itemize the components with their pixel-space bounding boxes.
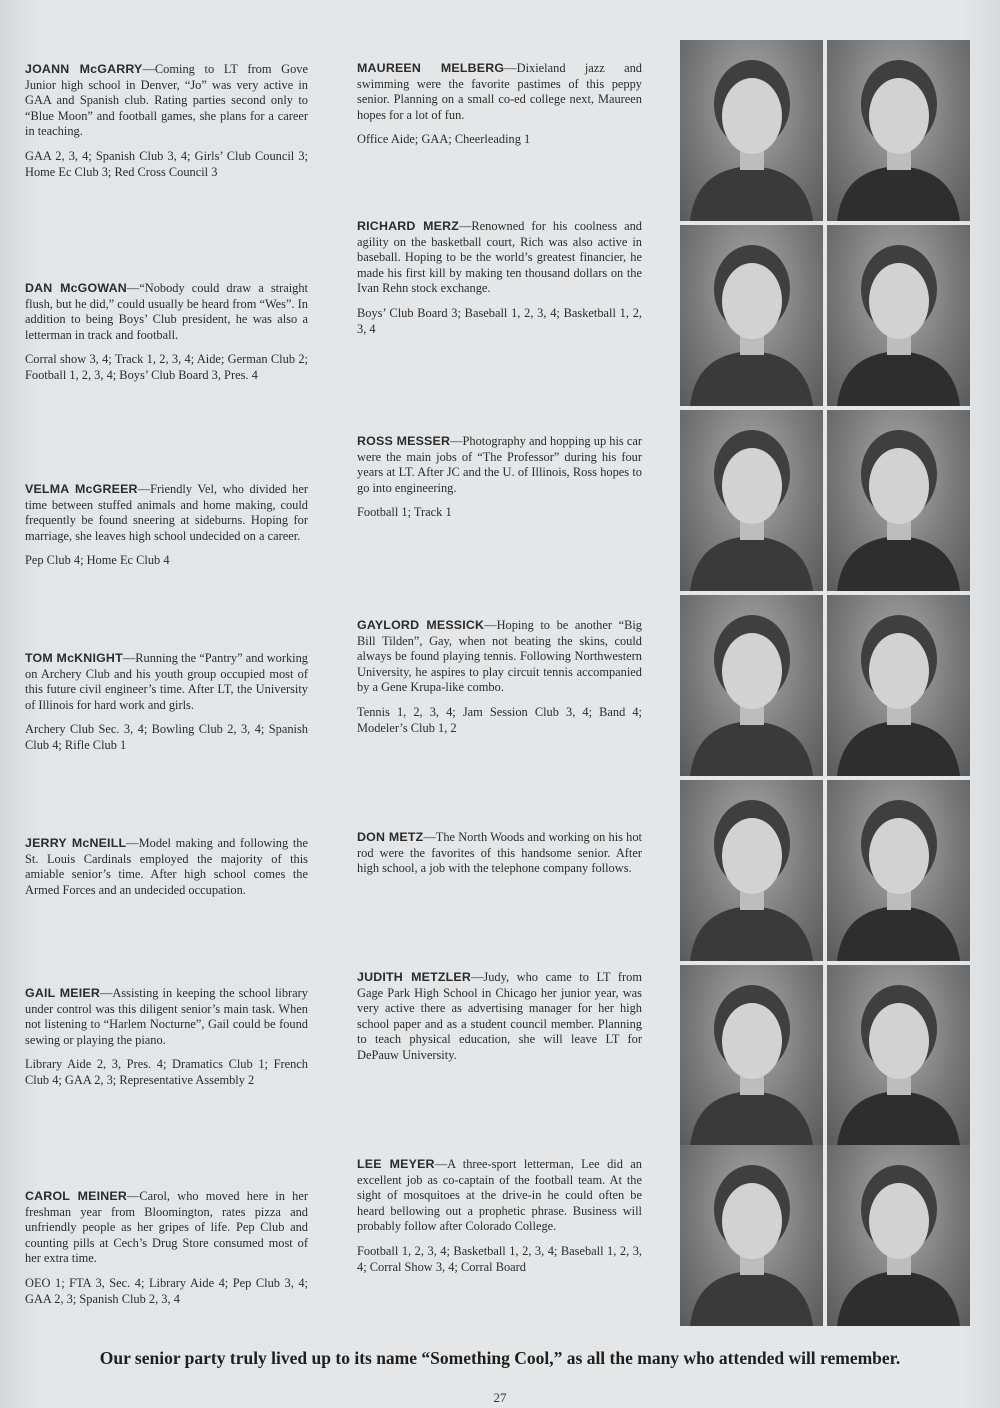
senior-entry [357,1157,642,1275]
portrait-photo [680,225,823,406]
shoulders-shape [837,536,960,591]
student-activities: Tennis 1, 2, 3, 4; Jam Session Club 3, 4; Band 4; Modeler’s Club 1, 2 [357,704,642,735]
portrait-photo [827,40,970,221]
portrait-photo [680,595,823,776]
face-shape [722,1183,782,1259]
face-shape [722,633,782,709]
student-bio: —Hoping to be another “Big Bill Tilden”, Gay, when not beating the skins, could always be found playing tennis. Following Northwestern University, he aspires to play circuit tennis accompanied by a Gene Krupa-like combo. [357,618,642,695]
senior-entry [357,219,642,337]
student-bio: —Model making and following the St. Louis Cardinals employed the majority of this amiable senior’s time. After high school comes the Armed Forces and an undecided occupation. [25,836,308,897]
shoulders-shape [690,721,813,776]
student-activities: GAA 2, 3, 4; Spanish Club 3, 4; Girls’ Club Council 3; Home Ec Club 3; Red Cross Council 3 [25,148,308,179]
face-shape [722,263,782,339]
portrait-silhouette [680,595,823,776]
senior-entry [357,830,642,886]
student-activities: Football 1; Track 1 [357,505,452,520]
portrait-silhouette [827,40,970,221]
student-activities: Football 1, 2, 3, 4; Basketball 1, 2, 3, 4; Baseball 1, 2, 3, 4; Corral Show 3, 4; Corral Board [357,1243,642,1274]
senior-entry [25,482,308,569]
shoulders-shape [837,166,960,221]
shoulders-shape [690,906,813,961]
shoulders-shape [690,166,813,221]
portrait-photo [827,1145,970,1326]
face-shape [869,633,929,709]
shoulders-shape [837,1271,960,1326]
portrait-silhouette [680,1145,823,1326]
student-bio: —Renowned for his coolness and agility on the basketball court, Rich was also active in baseball. Hoping to be the world’s greatest financier, he made his first kill by making ten thousand dollars on the Ivan Rehn stock exchange. [357,219,642,296]
face-shape [722,448,782,524]
student-bio: —Dixieland jazz and swimming were the favorite pastimes of this peppy senior. Planning on a small co-ed college next, Maureen hopes for a lot of fun. [357,61,642,122]
face-shape [869,448,929,524]
senior-entry [25,281,308,384]
student-activities: Pep Club 4; Home Ec Club 4 [25,553,170,568]
face-shape [869,263,929,339]
shoulders-shape [837,721,960,776]
shoulders-shape [690,351,813,406]
face-shape [869,1003,929,1079]
student-name: GAYLORD MESSICK [357,618,485,632]
student-name: DON METZ [357,830,424,844]
portrait-photo [680,1145,823,1326]
student-name: JOANN McGARRY [25,62,143,76]
portrait-silhouette [680,40,823,221]
senior-entry [357,970,642,1073]
student-name: ROSS MESSER [357,434,451,448]
student-activities: Archery Club Sec. 3, 4; Bowling Club 2, 3, 4; Spanish Club 4; Rifle Club 1 [25,722,308,752]
shoulders-shape [690,536,813,591]
student-bio: —Assisting in keeping the school library under control was this diligent senior’s main task. When not listening to “Harlem Nocturne”, Gail could be found sewing or playing the piano. [25,986,308,1047]
student-name: GAIL MEIER [25,986,100,1000]
senior-entry [357,618,642,736]
portrait-photo [680,965,823,1146]
student-activities: Library Aide 2, 3, Pres. 4; Dramatics Club 1; French Club 4; GAA 2, 3; Representative Assembly 2 [25,1057,308,1087]
senior-entry [357,61,642,148]
portrait-silhouette [680,410,823,591]
face-shape [869,78,929,154]
senior-entry [357,434,642,521]
student-activities: OEO 1; FTA 3, Sec. 4; Library Aide 4; Pep Club 3, 4; GAA 2, 3; Spanish Club 2, 3, 4 [25,1275,308,1306]
face-shape [869,818,929,894]
shoulders-shape [837,351,960,406]
portrait-photo [680,780,823,961]
portrait-photo [827,410,970,591]
student-activities: Office Aide; GAA; Cheerleading 1 [357,132,531,147]
face-shape [722,78,782,154]
senior-entry [25,986,308,1089]
senior-entry [25,1189,308,1307]
student-activities: Boys’ Club Board 3; Baseball 1, 2, 3, 4; Basketball 1, 2, 3, 4 [357,305,642,336]
shoulders-shape [837,906,960,961]
student-name: VELMA McGREER [25,482,138,496]
student-bio: —Photography and hopping up his car were the main jobs of “The Professor” during his four years at LT. After JC and the U. of Illinois, Ross hopes to go into engineering. [357,434,642,495]
portrait-silhouette [827,780,970,961]
portrait-photo [827,780,970,961]
portrait-silhouette [827,225,970,406]
student-bio: —A three-sport letterman, Lee did an excellent job as co-captain of the football team. At the sight of mosquitoes at the drive-in he could often be heard bellowing out a prophetic phrase. Business will probably follow after Colorado College. [357,1157,642,1234]
portrait-silhouette [680,965,823,1146]
portrait-silhouette [827,595,970,776]
portrait-photo [827,225,970,406]
portrait-silhouette [680,780,823,961]
face-shape [722,1003,782,1079]
senior-entry [25,836,308,907]
student-bio: —Running the “Pantry” and working on Archery Club and his youth group occupied most of this future civil engineer’s time. After LT, the University of Illinois for hard work and girls. [25,651,308,712]
shoulders-shape [837,1091,960,1146]
student-bio: —Judy, who came to LT from Gage Park High School in Chicago her junior year, was very active there as advertising manager for her high school paper and as a student council member. Planning to teach physical education, she will leave LT for DePauw University. [357,970,642,1062]
portrait-silhouette [827,1145,970,1326]
face-shape [869,1183,929,1259]
student-name: RICHARD MERZ [357,219,460,233]
portrait-silhouette [680,225,823,406]
portrait-photo [680,40,823,221]
portrait-photo [827,965,970,1146]
student-name: MAUREEN MELBERG [357,61,505,75]
student-name: TOM McKNIGHT [25,651,123,665]
senior-entry [25,62,308,180]
student-activities: Corral show 3, 4; Track 1, 2, 3, 4; Aide; German Club 2; Football 1, 2, 3, 4; Boys’ Club Board 3, Pres. 4 [25,352,308,382]
student-bio: —Coming to LT from Gove Junior high school in Denver, “Jo” was very active in GAA and Spanish club. Rating parties second only to “Blue Moon” and football games, she plans for a career in teaching. [25,62,308,139]
shoulders-shape [690,1091,813,1146]
face-shape [722,818,782,894]
student-name: JERRY McNEILL [25,836,127,850]
student-name: JUDITH METZLER [357,970,471,984]
student-name: CAROL MEINER [25,1189,127,1203]
student-name: LEE MEYER [357,1157,435,1171]
student-bio: —“Nobody could draw a straight flush, but he did,” could usually be heard from “Wes”. In addition to being Boys’ Club president, he was also a letterman in track and football. [25,281,308,342]
page-caption: Our senior party truly lived up to its name “Something Cool,” as all the many who attended will remember. [99,1348,901,1368]
page-number: 27 [493,1390,507,1405]
student-bio: —Carol, who moved here in her freshman year from Bloomington, rates pizza and unfriendly people as her gripes of life. Pep Club and counting pills at Cech’s Drug Store consumed most of her extra time. [25,1189,308,1266]
senior-entry [25,651,308,754]
portrait-silhouette [827,410,970,591]
portrait-photo [827,595,970,776]
portrait-silhouette [827,965,970,1146]
student-bio: —Friendly Vel, who divided her time between stuffed animals and home making, could frequently be found sneering at sideburns. Hoping for marriage, she leaves high school undecided on a career. [25,482,308,543]
portrait-photo [680,410,823,591]
shoulders-shape [690,1271,813,1326]
student-bio: —The North Woods and working on his hot rod were the favorites of this handsome senior. After high school, a job with the telephone company follows. [357,830,642,876]
student-name: DAN McGOWAN [25,281,127,295]
